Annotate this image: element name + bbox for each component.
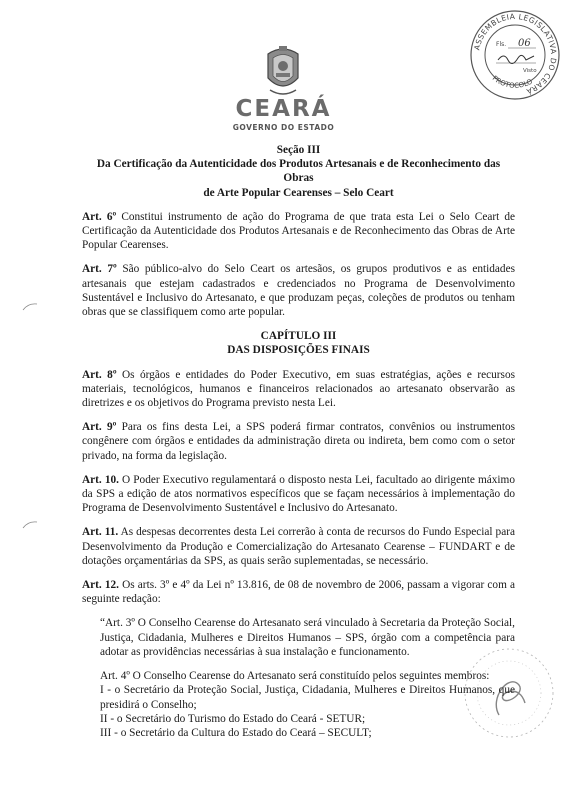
article-6: Art. 6º Constitui instrumento de ação do Programa de que trata esta Lei o Selo Ceart de Certificação da Autenticidade dos Produtos Artesanais e de Reconhecimento das Obras de Arte Popular Cearenses. (82, 210, 516, 252)
article-8: Art. 8º Os órgãos e entidades do Poder Executivo, em suas estratégias, ações e recursos materiais, tecnológicos, humanos e financeiros relacionados ao artesanato observarão as diretrizes e os objetivos do Programa previsto nesta Lei. (82, 368, 516, 410)
quoted-amendment (82, 616, 515, 740)
document-body (82, 143, 515, 740)
member-item: II - o Secretário do Turismo do Estado do Ceará - SETUR; (100, 712, 366, 725)
rubric-seal-graphic (459, 643, 559, 743)
section-subtitle-line-2: de Arte Popular Cearenses – Selo Ceart (203, 186, 394, 199)
article-9: Art. 9º Para os fins desta Lei, a SPS poderá firmar contratos, convênios ou instrumentos congênere com órgãos e entidades da administração direta ou indireta, bem como com o setor privado, na forma da legislação. (82, 421, 515, 462)
stamp-seal-graphic (468, 8, 562, 102)
member-item: III - o Secretário da Cultura do Estado do Ceará – SECULT; (100, 726, 372, 739)
section-subtitle-line-1: Da Certificação da Autenticidade dos Produtos Artesanais e de Reconhecimento das Obras (96, 158, 501, 185)
chapter-title: CAPÍTULO III (260, 330, 337, 343)
svg-text:06: 06 (518, 38, 531, 49)
article-11: Art. 11. As despesas decorrentes desta Lei correrão à conta de recursos do Fundo Especial para Desenvolvimento da Produção e Comercialização do Artesanato Cearense – FUNDART e de dotações orçamentárias da SPS, as quais serão suplementadas, se necessário. (82, 526, 515, 567)
chapter-subtitle: DAS DISPOSIÇÕES FINAIS (227, 344, 370, 357)
quoted-article-3: “Art. 3º O Conselho Cearense do Artesanato será vinculado à Secretaria da Proteção Social, Justiça, Cidadania, Mulheres e Direitos Humanos – SPS, órgão com a competência para adotar as providências necessárias à sua instalação e funcionamento. (100, 617, 515, 658)
svg-text:Visto: Visto (523, 68, 537, 74)
article-7: Art. 7º São público-alvo do Selo Ceart os artesãos, os grupos produtivos e as entidades artesanais que estejam cadastrados e credenciados no Programa de Desenvolvimento Sustentável e Inclusivo do Artesanato, e que produzam peças, coleções de produtos ou tenham obras que se classifiquem como arte popular. (82, 263, 515, 319)
article-10: Art. 10. O Poder Executivo regulamentará o disposto nesta Lei, facultado ao dirigente máximo da SPS a edição de atos normativos específicos que se façam necessários à implementação do Programa de Desenvolvimento Sustentável e Inclusivo do Artesanato. (82, 473, 515, 515)
state-coat-of-arms-icon (264, 44, 302, 98)
quoted-article-4-intro: Art. 4º O Conselho Cearense do Artesanato será constituído pelos seguintes membros: (100, 670, 490, 683)
svg-text:PROTOCOLO: PROTOCOLO (490, 74, 534, 90)
svg-text:Fls.: Fls. (496, 41, 507, 48)
protocol-stamp (468, 8, 562, 102)
margin-mark (22, 302, 38, 312)
brand-subtitle: GOVERNO DO ESTADO (232, 123, 335, 132)
section-title: Seção III (276, 144, 321, 156)
margin-mark (22, 520, 38, 530)
member-item: I - o Secretário da Proteção Social, Justiça, Cidadania, Mulheres e Direitos Humanos, que presidirá o Conselho; (100, 684, 515, 711)
brand-title: CEARÁ (235, 96, 332, 122)
svg-text:ASSEMBLEIA LEGISLATIVA DO CEAR: ASSEMBLEIA LEGISLATIVA DO CEARÁ (472, 11, 559, 97)
article-12: Art. 12. Os arts. 3º e 4º da Lei nº 13.816, de 08 de novembro de 2006, passam a vigorar com a seguinte redação: (82, 579, 515, 606)
